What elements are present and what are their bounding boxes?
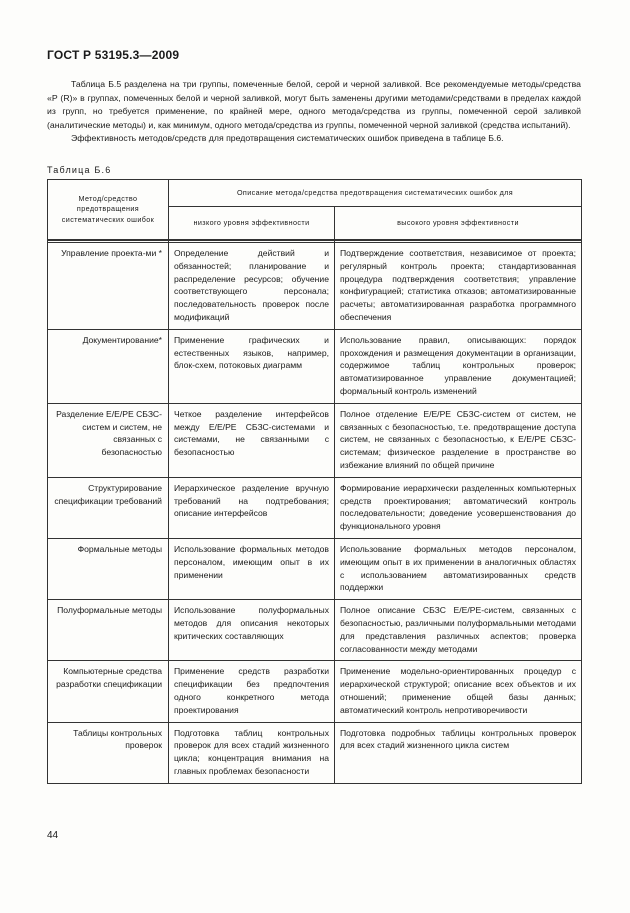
intro-paragraph-1: Таблица Б.5 разделена на три группы, помеченные белой, серой и черной заливкой. Все рекомендуемые методы/средства «Р (R)» в группах, помеченных белой и черной заливкой, могут быть заменены другими методами/средствами в пределах каждой из групп, но требуется применение, по крайней мере, одного метода/средства из группы, помеченной серой заливкой (аналитические методы) и, как минимум, одного метода/средства из группы, помеченной черной заливкой (средства испытаний).	[47, 79, 581, 130]
header-low-efficiency: низкого уровня эффективности	[169, 207, 335, 241]
intro-paragraph-2: Эффективность методов/средств для предотвращения систематических ошибок приведена в таблице Б.6.	[71, 133, 504, 143]
cell-low: Использование формальных методов персоналом, имеющим опыт в их применении	[169, 538, 335, 599]
cell-high: Подтверждение соответствия, независимое от проекта; регулярный контроль проекта; стандартизованная процедура подтверждения соответствия; управление конфигурацией; статистика отказов; автоматизированные расчеты; автоматизированная разработка программного обеспечения	[335, 243, 582, 330]
cell-low: Подготовка таблиц контрольных проверок для всех стадий жизненного цикла; концентрация внимания на главных проблемах безопасности	[169, 722, 335, 783]
cell-high: Формирование иерархически разделенных компьютерных средств проектирования; автоматический контроль последовательности; доведение усовершенствования до функционального уровня	[335, 477, 582, 538]
cell-high: Использование правил, описывающих: порядок прохождения и размещения документации в организации, содержимое таблиц контрольных проверок; автоматизированное управление документацией; формальный контроль изменений	[335, 329, 582, 403]
methods-table	[47, 179, 582, 784]
cell-method: Разделение Е/Е/РЕ СБЗС- систем и систем, не связанных с безопасностью	[48, 403, 169, 477]
cell-low: Определение действий и обязанностей; планирование и распределение ресурсов; обучение соответствующего персонала; последовательность проверок после модификаций	[169, 243, 335, 330]
table-row	[48, 243, 582, 330]
cell-high: Использование формальных методов персоналом, имеющим опыт в их применении в аналогичных областях с использованием автоматизированных средств поддержки	[335, 538, 582, 599]
cell-high: Полное описание СБЗС Е/Е/РЕ-систем, связанных с безопасностью, различными полуформальными методами для представления различных аспектов; проверка согласованности между методами	[335, 600, 582, 661]
cell-high: Применение модельно-ориентированных процедур с иерархической структурой; описание всех объектов и их отношений; применение общей базы данных; автоматический контроль непротиворечивости	[335, 661, 582, 722]
document-header: ГОСТ Р 53195.3—2009	[47, 48, 180, 62]
cell-low: Применение средств разработки спецификации без предпочтения одного конкретного метода проектирования	[169, 661, 335, 722]
cell-method: Таблицы контрольных проверок	[48, 722, 169, 783]
table-row	[48, 722, 582, 783]
table-row	[48, 329, 582, 403]
cell-high: Полное отделение Е/Е/РЕ СБЗС-систем от систем, не связанных с безопасностью, т.е. предотвращение доступа систем, не связанных с безопасностью, к Е/Е/РЕ СБЗС-системам; физическое разделение в пространстве во избежание влияний по общей причине	[335, 403, 582, 477]
cell-high: Подготовка подробных таблицы контрольных проверок для всех стадий жизненного цикла систем	[335, 722, 582, 783]
header-description-group: Описание метода/средства предотвращения систематических ошибок для	[169, 180, 582, 207]
table-row	[48, 477, 582, 538]
cell-method: Документирование*	[48, 329, 169, 403]
cell-low: Использование полуформальных методов для описания некоторых критических составляющих	[169, 600, 335, 661]
cell-low: Четкое разделение интерфейсов между Е/Е/РЕ СБЗС-системами и системами, не связанными с безопасностью	[169, 403, 335, 477]
cell-method: Формальные методы	[48, 538, 169, 599]
cell-method: Структурирование спецификации требований	[48, 477, 169, 538]
table-row	[48, 538, 582, 599]
cell-low: Применение графических и естественных языков, например, блок-схем, потоковых диаграмм	[169, 329, 335, 403]
cell-method: Полуформальные методы	[48, 600, 169, 661]
table-row	[48, 661, 582, 722]
table-row	[48, 600, 582, 661]
table-row	[48, 403, 582, 477]
cell-low: Иерархическое разделение вручную требований на подтребования; описание интерфейсов	[169, 477, 335, 538]
intro-text	[47, 78, 581, 146]
header-method: Метод/средство предотвращения систематических ошибок	[48, 180, 169, 241]
table-header-row	[48, 180, 582, 207]
header-high-efficiency: высокого уровня эффективности	[335, 207, 582, 241]
cell-method: Управление проекта-ми *	[48, 243, 169, 330]
page-number: 44	[47, 830, 59, 841]
table-caption: Таблица Б.6	[47, 165, 112, 175]
cell-method: Компьютерные средства разработки спецификации	[48, 661, 169, 722]
